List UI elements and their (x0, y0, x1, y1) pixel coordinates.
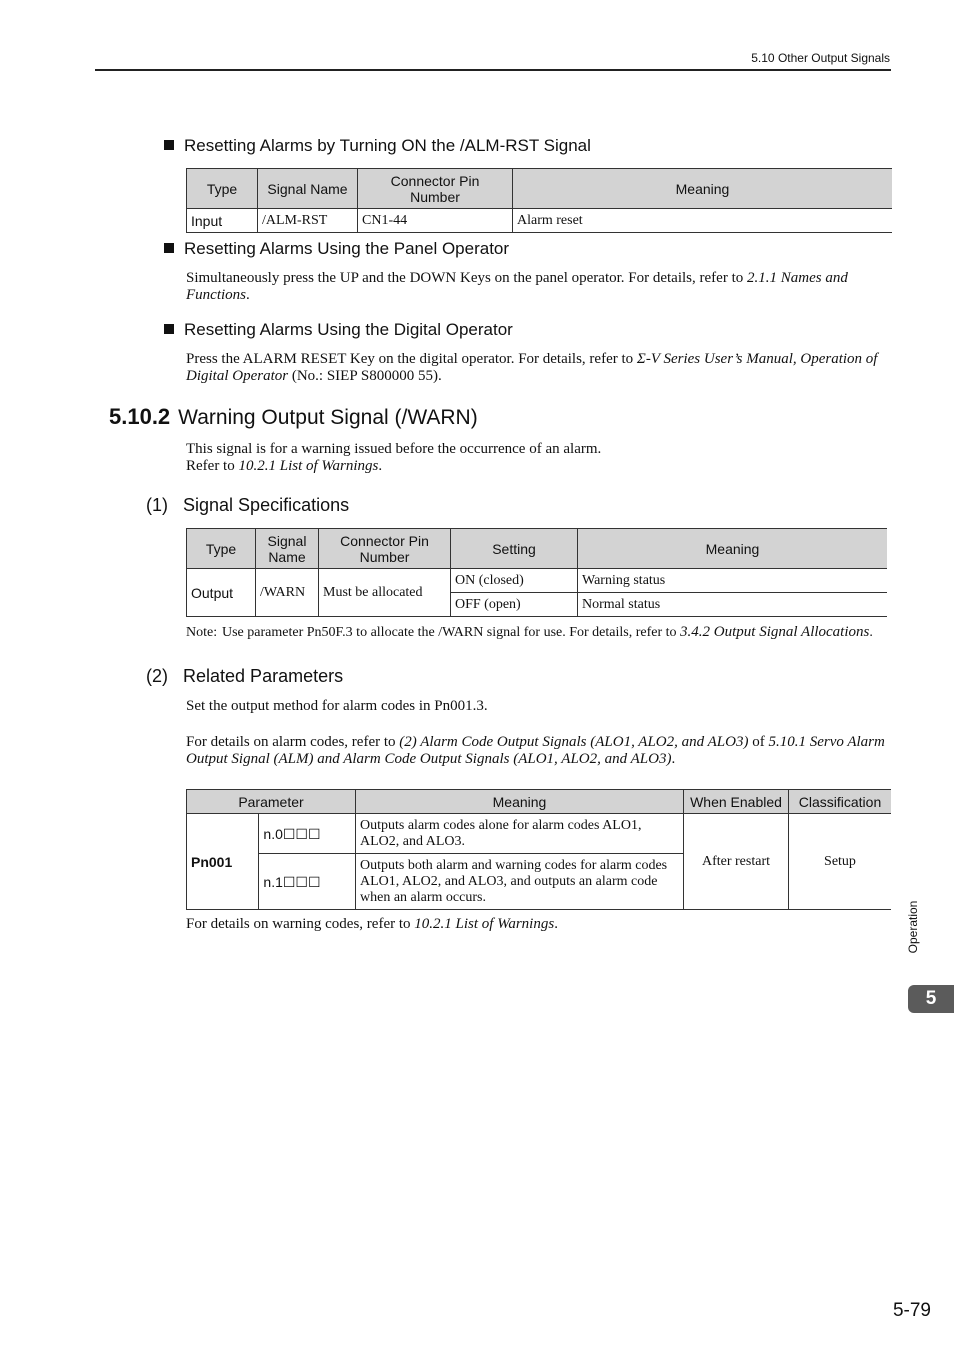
cell-param-value-0: n.0☐☐☐ (259, 814, 356, 854)
subsection-2-num: (2) (146, 666, 168, 686)
cell-pin: CN1-44 (358, 209, 513, 233)
section-number: 5.10.2 (109, 404, 171, 429)
panel-ref-link[interactable]: 2.1.1 Names and Functions (186, 270, 848, 303)
square-bullet-icon (164, 140, 174, 150)
related-params-text1: Set the output method for alarm codes in Pn001.3. (186, 698, 488, 714)
alm-rst-table (186, 168, 892, 233)
cell-meaning-warning: Warning status (578, 569, 888, 593)
subsection-1-title: Signal Specifications (183, 495, 350, 515)
section-title: Warning Output Signal (/WARN) (178, 406, 478, 429)
digital-text: Press the ALARM RESET Key on the digital operator. For details, refer to (186, 351, 637, 367)
col-when-enabled: When Enabled (684, 790, 789, 814)
chapter-tab[interactable]: 5 (908, 985, 954, 1013)
text2-ref2-link[interactable]: 5.10.1 Servo Alarm Output Signal (ALM) and Alarm Code Output Signals (ALO1, ALO2, and ALO3) (186, 734, 885, 767)
cell-signal: /ALM-RST (258, 209, 358, 233)
intro-refer: Refer to (186, 458, 239, 474)
footer-ref-link[interactable]: 10.2.1 List of Warnings (414, 916, 555, 932)
cell-classification: Setup (789, 814, 892, 910)
subsection-2-heading (146, 666, 343, 687)
warning-codes-footer (186, 916, 892, 933)
panel-operator-text (186, 270, 892, 304)
text2-b: of (748, 734, 769, 750)
cell-param-pn001: Pn001 (187, 814, 259, 910)
side-chapter-label (906, 895, 920, 959)
panel-end: . (246, 287, 250, 303)
cell-setting-on: ON (closed) (451, 569, 578, 593)
footer-end: . (554, 916, 558, 932)
running-header: 5.10 Other Output Signals (751, 51, 890, 65)
subsection-2-title: Related Parameters (183, 666, 344, 686)
note-label: Note: (186, 625, 218, 640)
text2-ref1-link[interactable]: (2) Alarm Code Output Signals (ALO1, ALO2, and ALO3) (399, 734, 749, 750)
subsection-1-heading (146, 495, 349, 516)
cell-setting-off: OFF (open) (451, 593, 578, 617)
footer-text: For details on warning codes, refer to (186, 916, 415, 932)
cell-pin: Must be allocated (319, 569, 451, 617)
heading-alm-rst (164, 136, 591, 156)
square-bullet-icon (164, 324, 174, 334)
heading-digital-operator (164, 320, 513, 340)
col-meaning: Meaning (356, 790, 684, 814)
warn-signal-table (186, 528, 887, 617)
signal-note (186, 624, 892, 641)
heading-alm-rst-text: Resetting Alarms by Turning ON the /ALM-RST Signal (184, 136, 591, 155)
note-end: . (869, 625, 873, 640)
col-classification: Classification (789, 790, 892, 814)
note-body (222, 624, 892, 641)
intro-end: . (378, 458, 383, 474)
header-rule (95, 69, 891, 71)
note-text: Use parameter Pn50F.3 to allocate the /WARN signal for use. For details, refer to (222, 625, 681, 640)
heading-digital-text: Resetting Alarms Using the Digital Operator (184, 320, 513, 339)
cell-meaning-1: Outputs both alarm and warning codes for alarm codes ALO1, ALO2, and ALO3, and outputs an alarm code when an alarm occurs. (356, 854, 684, 910)
subsection-1-num: (1) (146, 495, 168, 515)
note-ref-link[interactable]: 3.4.2 Output Signal Allocations (680, 624, 870, 640)
col-meaning: Meaning (578, 529, 888, 569)
cell-meaning-0: Outputs alarm codes alone for alarm codes ALO1, ALO2, and ALO3. (356, 814, 684, 854)
cell-when-enabled: After restart (684, 814, 789, 910)
col-type: Type (187, 529, 256, 569)
digital-end: (No.: SIEP S800000 55). (288, 368, 442, 384)
digital-operator-text (186, 351, 892, 385)
col-type: Type (187, 169, 258, 209)
col-signal-name: Signal Name (258, 169, 358, 209)
side-chapter-label-text: Operation (906, 900, 920, 954)
intro-ref-link[interactable]: 10.2.1 List of Warnings (238, 458, 379, 474)
page-number: 5-79 (892, 1300, 931, 1321)
digital-ref-link[interactable]: Σ-V Series User’s Manual, Operation of Digital Operator (186, 351, 878, 384)
panel-text: Simultaneously press the UP and the DOWN Keys on the panel operator. For details, refer to (186, 270, 747, 286)
col-parameter: Parameter (187, 790, 356, 814)
heading-panel-text: Resetting Alarms Using the Panel Operator (184, 239, 510, 258)
cell-param-value-1: n.1☐☐☐ (259, 854, 356, 910)
cell-signal: /WARN (256, 569, 319, 617)
intro-line: This signal is for a warning issued before the occurrence of an alarm. (186, 441, 602, 457)
text2-a: For details on alarm codes, refer to (186, 734, 400, 750)
cell-meaning: Alarm reset (513, 209, 893, 233)
col-signal-name: Signal Name (256, 529, 319, 569)
section-intro (186, 441, 892, 475)
section-heading (109, 404, 478, 430)
col-setting: Setting (451, 529, 578, 569)
col-connector-pin: Connector Pin Number (319, 529, 451, 569)
cell-type: Input (187, 209, 258, 233)
pn001-param-table (186, 789, 891, 910)
col-meaning: Meaning (513, 169, 893, 209)
col-connector-pin: Connector Pin Number (358, 169, 513, 209)
related-params-text2 (186, 734, 892, 768)
intro-refer-line (186, 458, 892, 475)
cell-type: Output (187, 569, 256, 617)
text2-end: . (671, 751, 676, 767)
square-bullet-icon (164, 243, 174, 253)
cell-meaning-normal: Normal status (578, 593, 888, 617)
heading-panel-operator (164, 239, 509, 259)
